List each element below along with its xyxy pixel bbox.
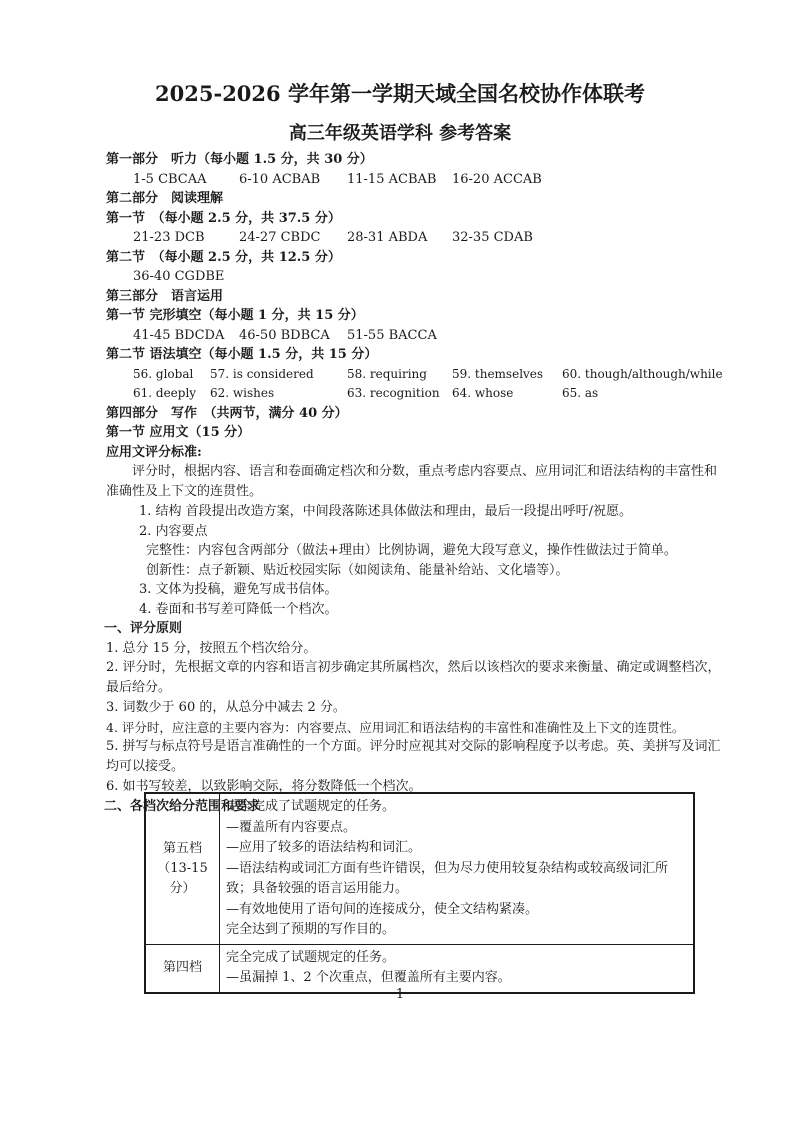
part3-heading: 第三部分 语言运用	[106, 288, 224, 304]
part4-section1-heading: 第一节 应用文（15 分）	[106, 425, 251, 440]
principle-item: 6. 如书写较差，以致影响交际，将分数降低一个档次。	[106, 779, 422, 794]
level-unit: 分）	[169, 880, 196, 896]
criterion-completeness: 完整性：内容包含两部分（做法+理由）比例协调，避免大段写意义，操作性做法过于简单。	[146, 543, 677, 558]
part4-heading: 第四部分 写作 （共两节，满分 40 分）	[106, 405, 348, 421]
grammar-answer: 58. requiring	[347, 366, 427, 381]
answer-group: 36-40 CGDBE	[133, 269, 225, 284]
part3-section1-answers	[106, 326, 726, 346]
principle-item: 5. 拼写与标点符号是语言准确性的一个方面。评分时应视其对交际的影响程度予以考虑。英、美拼写及词汇均可以接受。	[106, 739, 721, 774]
grammar-answer: 62. wishes	[210, 386, 275, 400]
part3-section2-heading: 第二节 语法填空（每小题 1.5 分，共 15 分）	[106, 347, 378, 362]
levels-heading: 二、各档次给分范围和要求	[104, 798, 261, 814]
exam-subtitle: 高三年级英语学科 参考答案	[288, 123, 512, 144]
level-requirement: —有效地使用了语句间的连接成分，使全文结构紧凑。	[226, 901, 539, 917]
level-name: 第五档	[162, 840, 202, 856]
level-requirement: —覆盖所有内容要点。	[226, 819, 357, 835]
answer-group: 21-23 DCB	[133, 230, 205, 245]
level-requirement: 完全完成了试题规定的任务。	[226, 799, 396, 814]
level-requirement: —语法结构或词汇方面有些许错误，但为尽力使用较复杂结构或较高级词汇所致；具备较强的语言运用能力。	[226, 860, 669, 896]
answer-group: 24-27 CBDC	[239, 230, 321, 245]
answer-content	[106, 150, 726, 816]
level-requirement: —应用了较多的语法结构和词汇。	[226, 840, 422, 855]
grammar-answer: 61. deeply	[133, 386, 197, 400]
grammar-answer: 63. recognition	[347, 386, 440, 400]
grammar-answer: 59. themselves	[452, 366, 544, 381]
level-name: 第四档	[162, 960, 202, 975]
principle-item: 3. 词数少于 60 的，从总分中减去 2 分。	[106, 700, 346, 715]
scoring-intro: 评分时，根据内容、语言和卷面确定档次和分数，重点考虑内容要点、应用词汇和语法结构的丰富性和准确性及上下文的连贯性。	[106, 464, 718, 499]
answer-group: 1-5 CBCAA	[133, 171, 207, 187]
level-requirement: —虽漏掉 1、2 个次重点，但覆盖所有主要内容。	[226, 970, 511, 985]
page-number: 1	[395, 987, 405, 1002]
principle-item: 1. 总分 15 分，按照五个档次给分。	[106, 640, 317, 656]
answer-group: 28-31 ABDA	[347, 230, 428, 245]
grammar-answer: 60. though/although/while	[562, 366, 723, 381]
answer-group: 16-20 ACCAB	[452, 171, 542, 187]
answer-group: 11-15 ACBAB	[347, 171, 437, 187]
part2-section1-answers	[106, 228, 726, 248]
part2-section1-heading: 第一节 （每小题 2.5 分，共 37.5 分）	[106, 210, 341, 226]
principle-item: 2. 评分时，先根据文章的内容和语言初步确定其所属档次，然后以该档次的要求来衡量、确定或调整档次，最后给分。	[106, 660, 721, 695]
grammar-answer: 56. global	[133, 366, 194, 381]
level-range: （13-15	[157, 860, 208, 876]
criterion-content: 2. 内容要点	[139, 523, 208, 539]
scoring-standard-heading: 应用文评分标准:	[106, 444, 202, 460]
table-row	[145, 793, 694, 944]
principles-heading: 一、评分原则	[104, 621, 183, 636]
grammar-answer: 65. as	[562, 386, 599, 400]
answer-group: 46-50 BDBCA	[239, 327, 330, 343]
grammar-answer: 64. whose	[452, 386, 514, 400]
grammar-answer: 57. is considered	[210, 366, 314, 381]
part2-section2-heading: 第二节 （每小题 2.5 分，共 12.5 分）	[106, 249, 341, 265]
level-requirement: 完全达到了预期的写作目的。	[226, 922, 396, 937]
criterion-structure: 1. 结构 首段提出改造方案，中间段落陈述具体做法和理由，最后一段提出呼吁/祝愿。	[139, 504, 633, 519]
criterion-innovation: 创新性：点子新颖、贴近校园实际（如阅读角、能量补给站、文化墙等）。	[146, 562, 569, 578]
answer-group: 32-35 CDAB	[452, 230, 533, 245]
part2-section2-answers	[106, 267, 726, 287]
criterion-style: 3. 文体为投稿，避免写成书信体。	[139, 582, 338, 597]
score-level-table	[144, 792, 695, 994]
answer-group: 6-10 ACBAB	[239, 171, 321, 187]
part1-heading: 第一部分 听力（每小题 1.5 分，共 30 分）	[106, 152, 373, 167]
level-requirement: 完全完成了试题规定的任务。	[226, 949, 396, 965]
exam-title: 2025-2026 学年第一学期天域全国名校协作体联考	[155, 81, 645, 106]
level-description	[220, 793, 695, 944]
principle-item: 4. 评分时，应注意的主要内容为：内容要点、应用词汇和语法结构的丰富性和准确性及上下文的连贯性。	[106, 719, 685, 735]
part3-section1-heading: 第一节 完形填空（每小题 1 分，共 15 分）	[106, 308, 364, 323]
part3-section2-row1	[106, 365, 726, 385]
answer-group: 51-55 BACCA	[347, 327, 437, 343]
part3-section2-row2	[106, 384, 726, 404]
criterion-handwriting: 4. 卷面和书写差可降低一个档次。	[139, 601, 338, 617]
part2-heading: 第二部分 阅读理解	[106, 191, 224, 206]
level-cell	[145, 793, 220, 944]
answer-group: 41-45 BDCDA	[133, 327, 225, 343]
part1-answers	[106, 170, 726, 190]
